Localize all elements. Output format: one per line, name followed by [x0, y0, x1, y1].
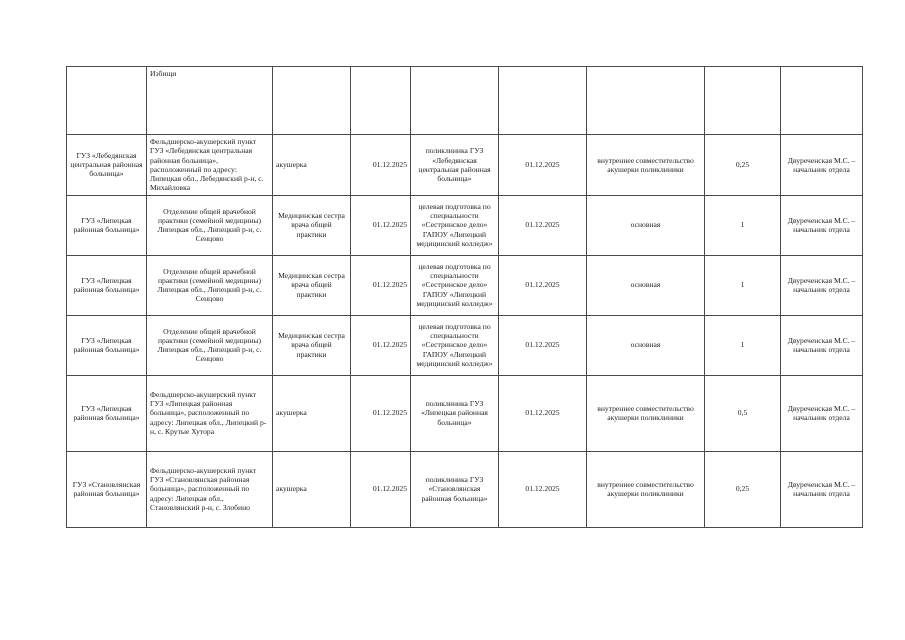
table-row [67, 255, 863, 315]
table-row [67, 135, 863, 196]
cell-work-type: основная [587, 255, 705, 315]
cell-unit: Избищи [147, 67, 273, 135]
cell-contact: Двуреченская М.С. – начальник отдела [781, 195, 863, 255]
cell-date [351, 67, 411, 135]
cell-basis [411, 67, 499, 135]
cell-work-type: внутреннее совместительство акушерки поликлиники [587, 135, 705, 196]
cell-position: Медицинская сестра врача общей практики [273, 255, 351, 315]
table-row [67, 451, 863, 527]
cell-position: Медицинская сестра врача общей практики [273, 315, 351, 375]
cell-unit: Отделение общей врачебной практики (семейной медицины) Липецкая обл., Липецкий р-н, с. Сенцово [147, 255, 273, 315]
table-row [67, 375, 863, 451]
cell-position: акушерка [273, 135, 351, 196]
cell-date: 01.12.2025 [351, 135, 411, 196]
cell-work-type: внутреннее совместительство акушерки поликлиники [587, 375, 705, 451]
cell-basis: поликлиника ГУЗ «Лебедянская центральная районная больница» [411, 135, 499, 196]
cell-date: 01.12.2025 [351, 195, 411, 255]
cell-position [273, 67, 351, 135]
cell-unit: Фельдшерско-акушерский пункт ГУЗ «Лебедянская центральная районная больница», расположенный по адресу: Липецкая обл., Лебедянский р-н, с. Михайловка [147, 135, 273, 196]
cell-date: 01.12.2025 [351, 375, 411, 451]
cell-date-2: 01.12.2025 [499, 451, 587, 527]
cell-contact: Двуреченская М.С. – начальник отдела [781, 255, 863, 315]
cell-date-2 [499, 67, 587, 135]
cell-work-type: основная [587, 195, 705, 255]
cell-basis: целевая подготовка по специальности «Сестринское дело» ГАПОУ «Липецкий медицинский колледж» [411, 195, 499, 255]
cell-position: Медицинская сестра врача общей практики [273, 195, 351, 255]
cell-date: 01.12.2025 [351, 315, 411, 375]
vacancy-table [66, 66, 863, 528]
cell-rate: 0,5 [705, 375, 781, 451]
cell-organization: ГУЗ «Липецкая районная больница» [67, 195, 147, 255]
cell-date: 01.12.2025 [351, 451, 411, 527]
cell-organization: ГУЗ «Липецкая районная больница» [67, 315, 147, 375]
cell-organization: ГУЗ «Липецкая районная больница» [67, 255, 147, 315]
cell-unit: Фельдшерско-акушерский пункт ГУЗ «Становлянская районная больница», расположенный по адресу: Липецкая обл., Становлянский р-н, с. Злобино [147, 451, 273, 527]
cell-organization [67, 67, 147, 135]
cell-work-type [587, 67, 705, 135]
cell-contact: Двуреченская М.С. – начальник отдела [781, 135, 863, 196]
cell-unit: Отделение общей врачебной практики (семейной медицины) Липецкая обл., Липецкий р-н, с. Сенцово [147, 195, 273, 255]
cell-date-2: 01.12.2025 [499, 255, 587, 315]
cell-contact [781, 67, 863, 135]
cell-basis: поликлиника ГУЗ «Становлянская районная больница» [411, 451, 499, 527]
cell-work-type: внутреннее совместительство акушерки поликлиники [587, 451, 705, 527]
cell-contact: Двуреченская М.С. – начальник отдела [781, 375, 863, 451]
cell-organization: ГУЗ «Становлянская районная больница» [67, 451, 147, 527]
cell-organization: ГУЗ «Липецкая районная больница» [67, 375, 147, 451]
cell-basis: целевая подготовка по специальности «Сестринское дело» ГАПОУ «Липецкий медицинский колледж» [411, 255, 499, 315]
cell-rate: 1 [705, 195, 781, 255]
cell-date-2: 01.12.2025 [499, 195, 587, 255]
cell-rate [705, 67, 781, 135]
table-row [67, 315, 863, 375]
cell-position: акушерка [273, 375, 351, 451]
cell-date-2: 01.12.2025 [499, 135, 587, 196]
cell-organization: ГУЗ «Лебедянская центральная районная больница» [67, 135, 147, 196]
cell-work-type: основная [587, 315, 705, 375]
cell-contact: Двуреченская М.С. – начальник отдела [781, 315, 863, 375]
cell-date-2: 01.12.2025 [499, 375, 587, 451]
cell-date: 01.12.2025 [351, 255, 411, 315]
cell-position: акушерка [273, 451, 351, 527]
cell-rate: 0,25 [705, 135, 781, 196]
cell-basis: целевая подготовка по специальности «Сестринское дело» ГАПОУ «Липецкий медицинский колледж» [411, 315, 499, 375]
cell-date-2: 01.12.2025 [499, 315, 587, 375]
table-row [67, 67, 863, 135]
cell-rate: 1 [705, 255, 781, 315]
cell-rate: 1 [705, 315, 781, 375]
table-row [67, 195, 863, 255]
cell-basis: поликлиника ГУЗ «Липецкая районная больница» [411, 375, 499, 451]
cell-rate: 0,25 [705, 451, 781, 527]
cell-unit: Отделение общей врачебной практики (семейной медицины) Липецкая обл., Липецкий р-н, с. Сенцово [147, 315, 273, 375]
cell-contact: Двуреченская М.С. – начальник отдела [781, 451, 863, 527]
cell-unit: Фельдшерско-акушерский пункт ГУЗ «Липецкая районная больница», расположенный по адресу: Липецкая обл., Липецкий р-н, с. Крутые Хутора [147, 375, 273, 451]
